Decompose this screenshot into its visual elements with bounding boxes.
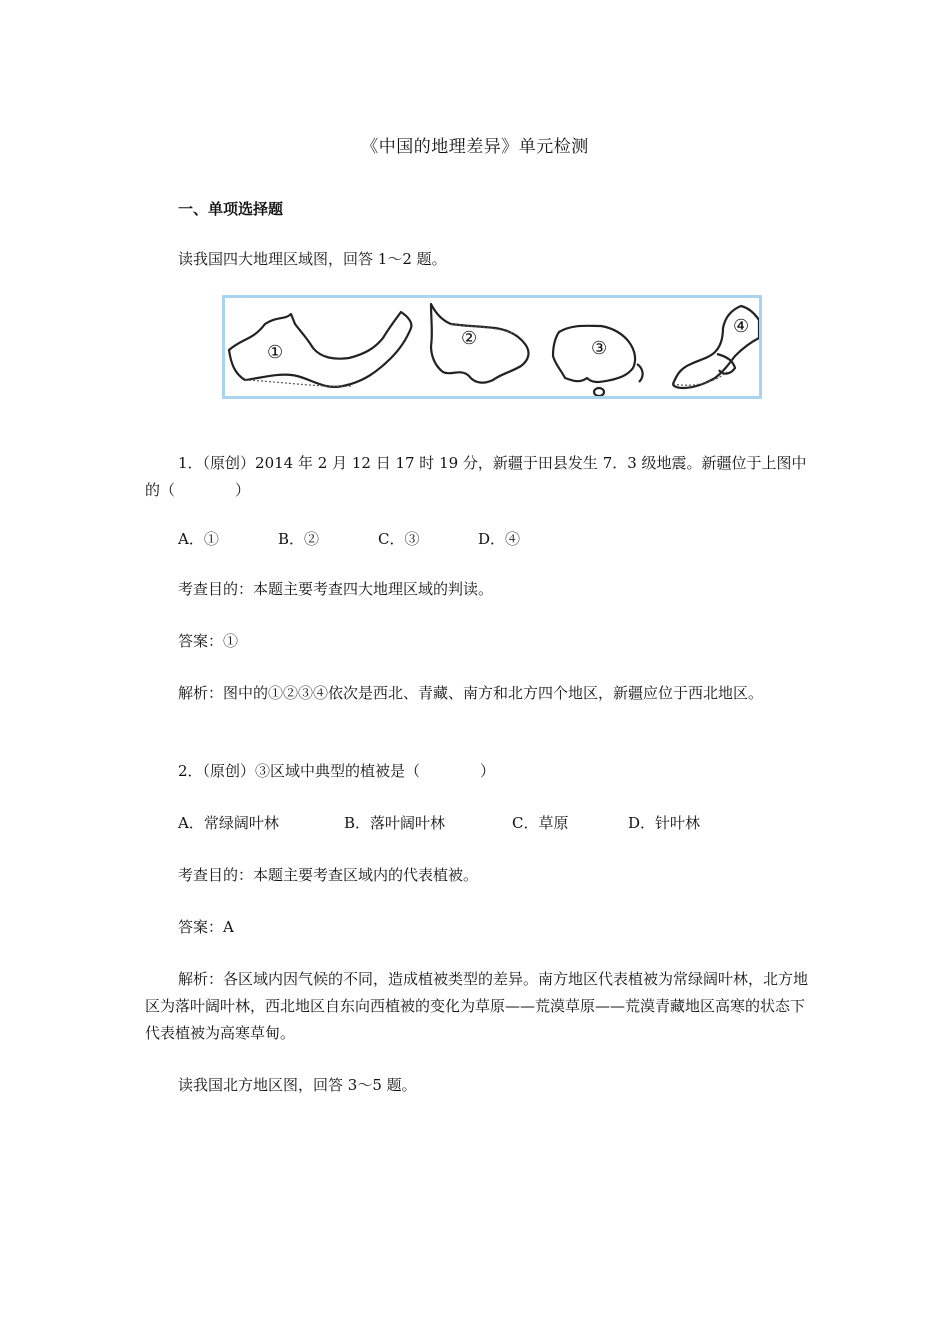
document-title: 《中国的地理差异》单元检测 <box>361 137 589 157</box>
section-heading: 一、单项选择题 <box>178 200 284 218</box>
question-2-stem: 2．（原创）③区域中典型的植被是（ ） <box>178 762 496 780</box>
regions-map-svg <box>225 298 759 396</box>
question-1-stem: 1．（原创）2014 年 2 月 12 日 17 时 19 分，新疆于田县发生 7．3 级地震。新疆位于上图中的（ ） <box>145 454 807 499</box>
region-2-outline <box>431 304 528 383</box>
intro-q1-2: 读我国四大地理区域图，回答 1～2 题。 <box>178 250 447 268</box>
q1-option-a: A．① <box>178 530 219 548</box>
intro-q3-5: 读我国北方地区图，回答 3～5 题。 <box>178 1076 417 1094</box>
region-3-island <box>594 388 604 396</box>
region-4-label: ④ <box>733 316 750 337</box>
region-1-boundary-hint <box>245 380 351 386</box>
q2-option-a: A．常绿阔叶林 <box>178 814 279 832</box>
region-1-label: ① <box>267 342 284 363</box>
q2-option-b: B．落叶阔叶林 <box>344 814 446 832</box>
question-2-purpose: 考查目的：本题主要考查区域内的代表植被。 <box>178 866 479 884</box>
q1-option-b: B．② <box>278 530 320 548</box>
question-1-analysis: 解析：图中的①②③④依次是西北、青藏、南方和北方四个地区，新疆应位于西北地区。 <box>178 684 764 702</box>
q2-option-d: D．针叶林 <box>628 814 701 832</box>
q1-option-d: D．④ <box>478 530 521 548</box>
region-1-outline <box>229 312 411 387</box>
q2-option-c: C．草原 <box>512 814 569 832</box>
region-4-peninsula <box>717 354 735 374</box>
q1-option-c: C．③ <box>378 530 420 548</box>
region-3-coast-bit <box>637 364 643 382</box>
question-2-answer: 答案：A <box>178 918 234 936</box>
region-2-label: ② <box>461 328 478 349</box>
region-3-label: ③ <box>591 338 608 359</box>
question-2-analysis: 解析：各区域内因气候的不同，造成植被类型的差异。南方地区代表植被为常绿阔叶林，北方地区为落叶阔叶林，西北地区自东向西植被的变化为草原——荒漠草原——荒漠青藏地区高寒的状态下代表植被为高寒草甸。 <box>145 970 809 1042</box>
question-1-purpose: 考查目的：本题主要考查四大地理区域的判读。 <box>178 580 494 598</box>
regions-map-figure <box>222 295 762 399</box>
question-1-answer: 答案：① <box>178 632 239 650</box>
